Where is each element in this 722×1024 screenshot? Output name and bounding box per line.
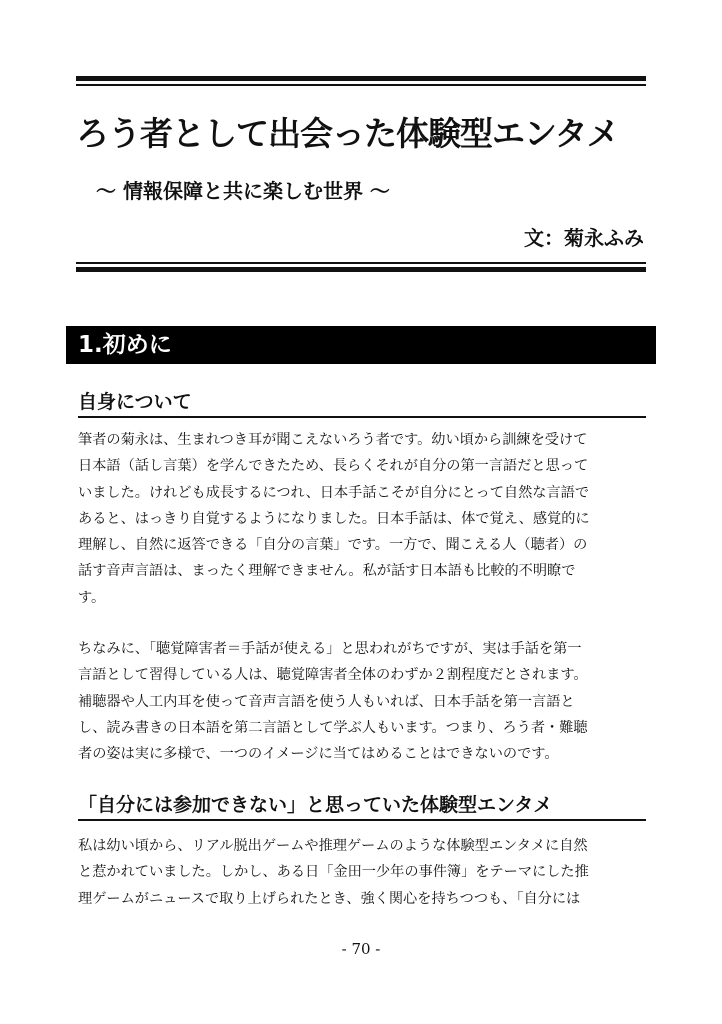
subheading-about-self: 自身について — [78, 387, 646, 418]
paragraph-line: 言語として習得している人は、聴覚障害者全体のわずか２割程度だとされます。 — [78, 667, 588, 684]
paragraph-line: と惹かれていました。しかし、ある日「金田一少年の事件簿」をテーマにした推 — [78, 864, 589, 881]
paragraph-line: 日本語（話し言葉）を学んできたため、長らくそれが自分の第一言語だと思って — [78, 458, 589, 475]
page-number: - 70 - — [341, 940, 381, 958]
paragraph-line: し、読み書きの日本語を第二言語として学ぶ人もいます。つまり、ろう者・難聴 — [78, 719, 588, 736]
paragraph-about-self — [78, 427, 658, 611]
paragraph-line: いました。けれども成長するにつれ、日本手話こそが自分にとって自然な言語で — [78, 484, 590, 501]
paragraph-line: あると、はっきり自覚するようになりました。日本手話は、体で覚え、感覚的に — [78, 510, 590, 527]
paragraph-line: 者の姿は実に多様で、一つのイメージに当てはめることはできないのです。 — [78, 746, 559, 763]
paragraph-line: 私は幼い頃から、リアル脱出ゲームや推理ゲームのような体験型エンタメに自然 — [78, 838, 588, 854]
article-author: 文：菊永ふみ — [524, 226, 644, 250]
top-double-rule — [76, 76, 646, 86]
article-subtitle: ～ 情報保障と共に楽しむ世界 ～ — [96, 179, 390, 203]
section-heading: 1.初めに — [66, 326, 656, 364]
paragraph-line: 理解し、自然に返答できる「自分の言葉」です。一方で、聞こえる人（聴者）の — [78, 537, 588, 554]
bottom-double-rule — [76, 262, 646, 272]
article-title: ろう者として出会った体験型エンタメ — [76, 114, 619, 153]
paragraph-line: 理ゲームがニュースで取り上げられたとき、強く関心を持ちつつも、「自分には — [78, 890, 581, 907]
subheading-experience-entertainment: 「自分には参加できない」と思っていた体験型エンタメ — [78, 790, 646, 821]
paragraph-line: す。 — [78, 589, 106, 606]
paragraph-experience-entertainment — [78, 833, 658, 912]
paragraph-line: ちなみに、「聴覚障害者＝手話が使える」と思われがちですが、実は手話を第一 — [78, 641, 582, 657]
paragraph-line: 筆者の菊永は、生まれつき耳が聞こえないろう者です。幼い頃から訓練を受けて — [78, 432, 588, 448]
paragraph-line: 話す音声言語は、まったく理解できません。私が話す日本語も比較的不明瞭で — [78, 563, 576, 580]
paragraph-line: 補聴器や人工内耳を使って音声言語を使う人もいれば、日本手話を第一言語と — [78, 693, 575, 710]
paragraph-sign-language-note — [78, 636, 658, 767]
